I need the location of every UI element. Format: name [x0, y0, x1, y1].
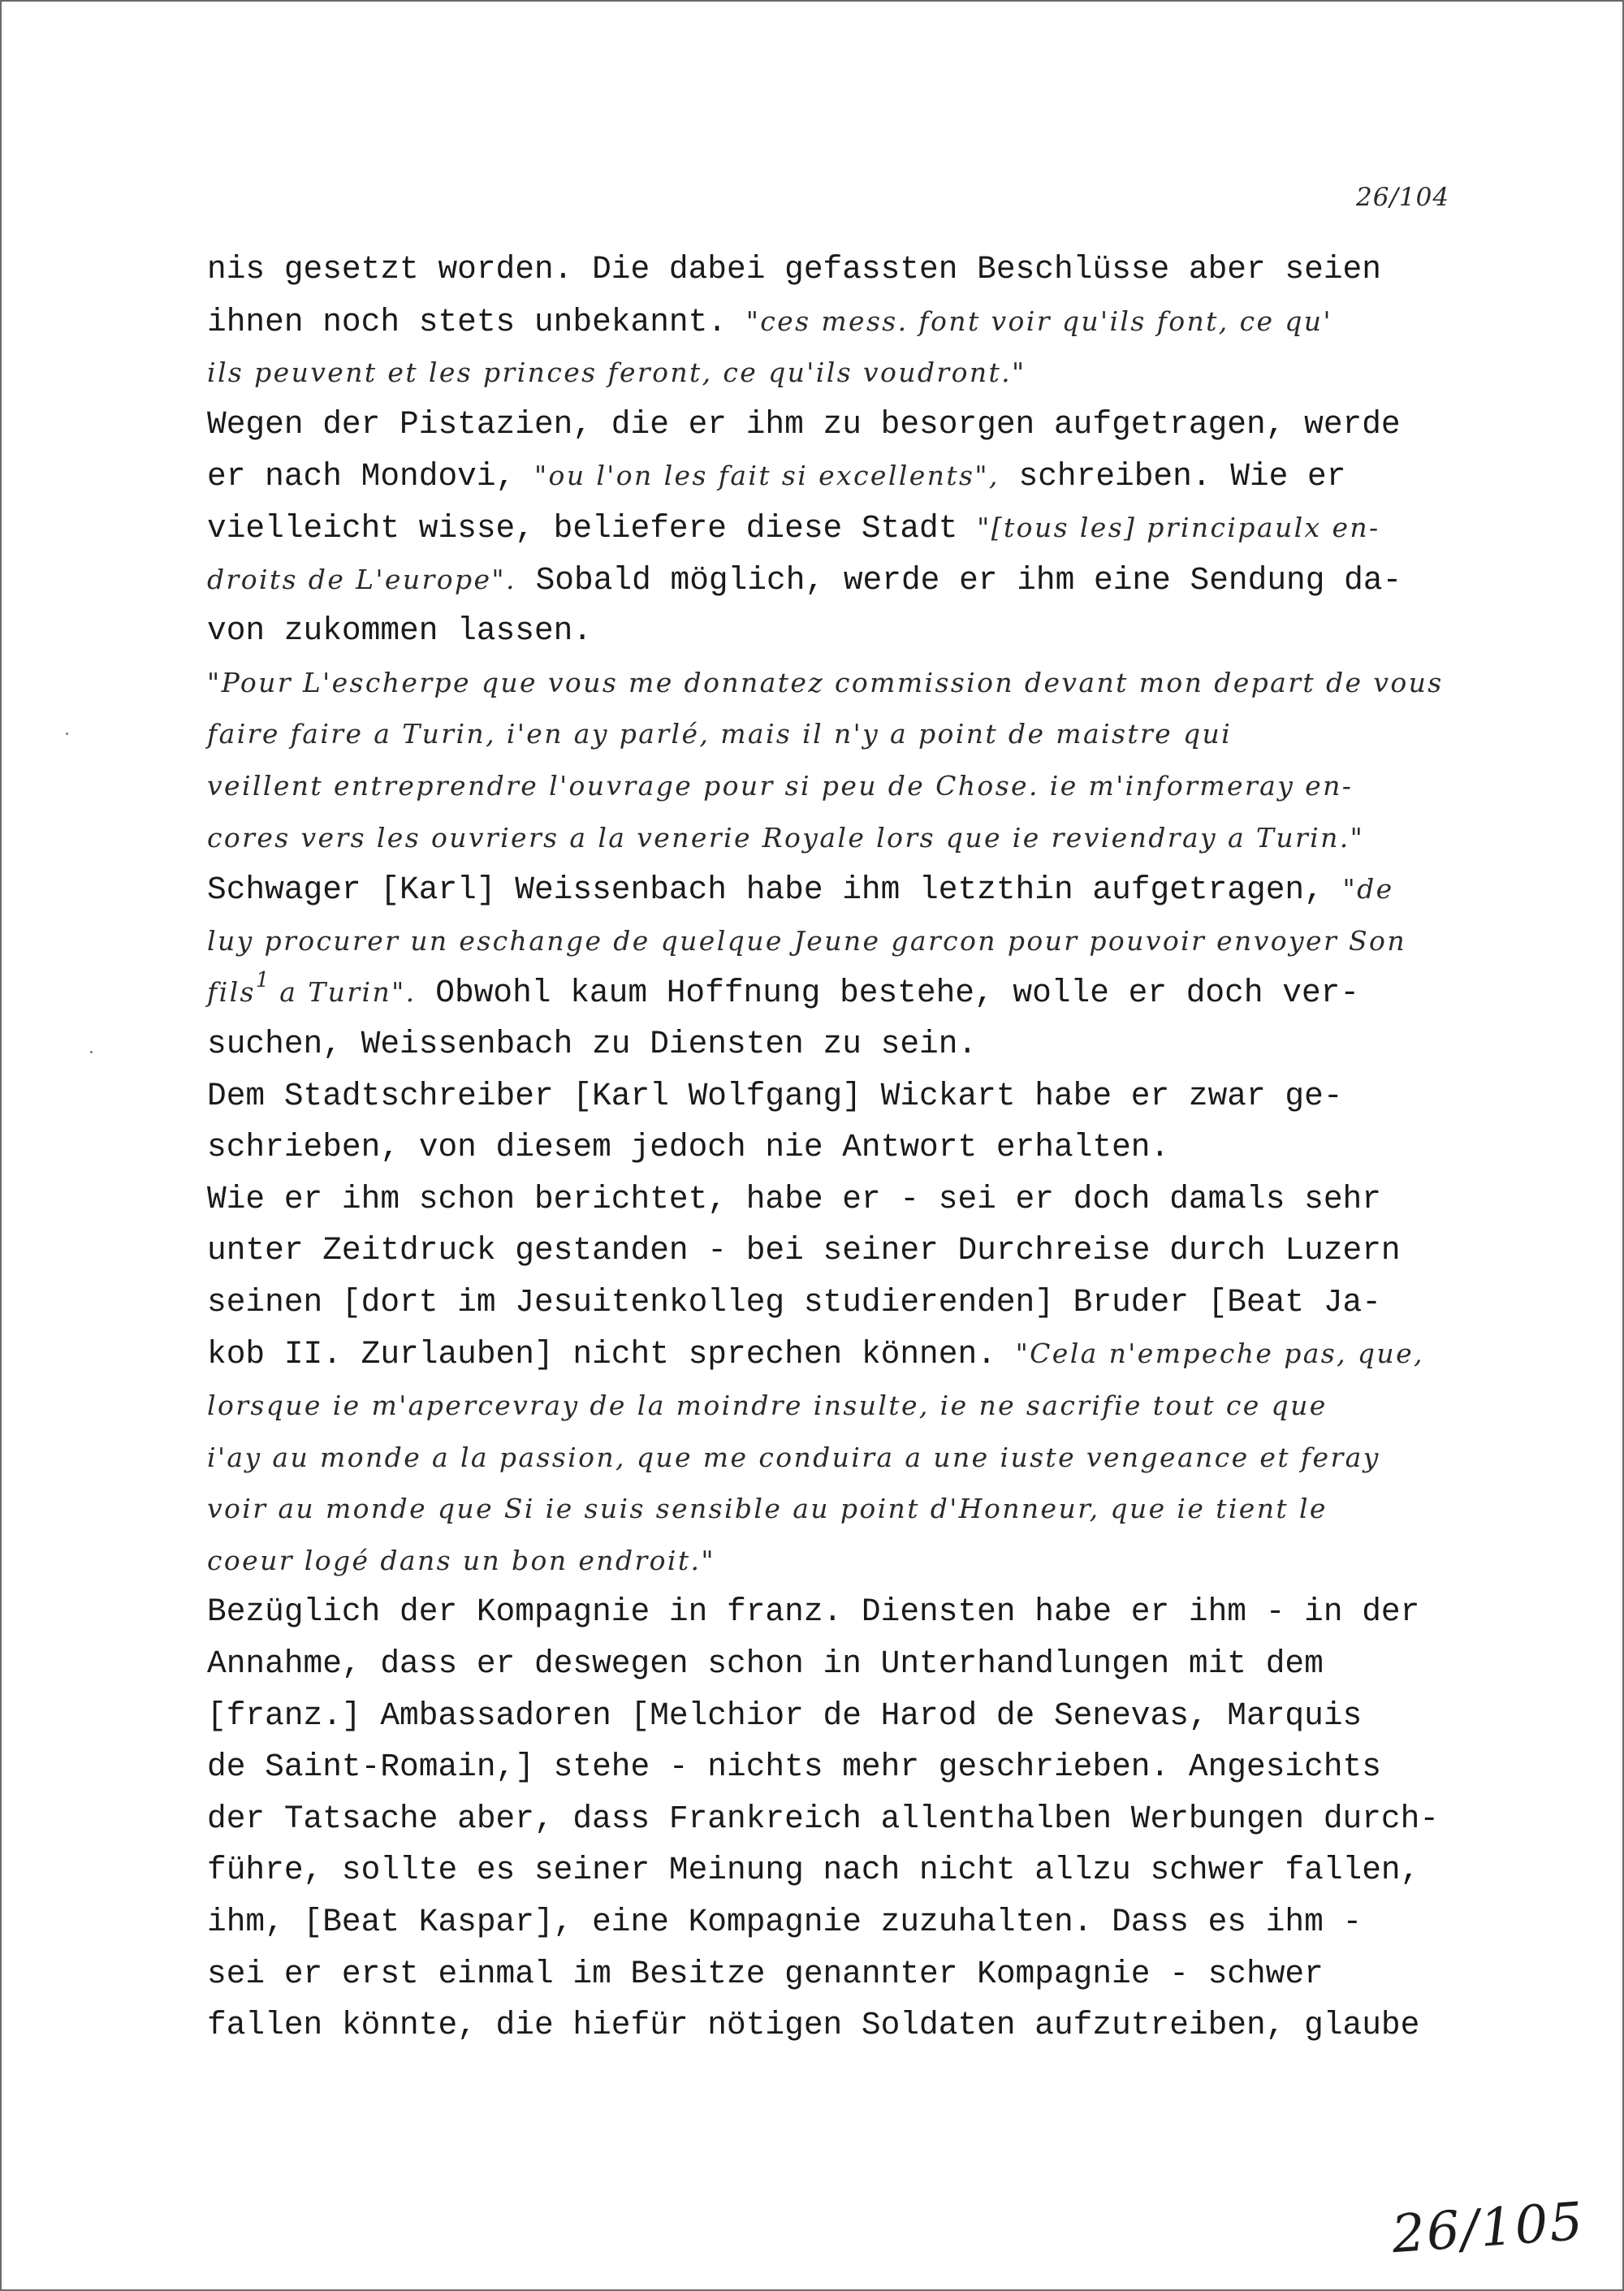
quoted-french-text: coeur logé dans un bon endroit.": [207, 1544, 716, 1576]
quoted-french-text: luy procurer un eschange de quelque Jeune garcon pour pouvoir envoyer Son: [207, 924, 1406, 957]
scan-speck: [90, 1051, 93, 1053]
quoted-french-text: "ou l'on les fait si excellents",: [533, 460, 1000, 492]
text-line: [207, 915, 1474, 967]
text-line: [207, 1277, 1474, 1329]
text-line: [207, 1174, 1474, 1225]
quoted-french-text: lorsque ie m'apercevray de la moindre insulte, ie ne sacrifie tout ce que: [207, 1390, 1328, 1422]
text-segment: Sobald möglich, werde er ihm eine Sendung da-: [516, 561, 1402, 599]
text-segment: führe, sollte es seiner Meinung nach nicht allzu schwer fallen,: [207, 1852, 1420, 1889]
quoted-french-text: i'ay au monde a la passion, que me conduira a une iuste vengeance et feray: [207, 1441, 1380, 1473]
quoted-french-text: "ces mess. font voir qu'ils font, ce qu': [745, 305, 1332, 337]
text-segment: unter Zeitdruck gestanden - bei seiner Durchreise durch Luzern: [207, 1232, 1401, 1269]
text-line: [207, 760, 1474, 812]
quoted-french-text: a Turin".: [269, 976, 417, 1009]
handwritten-page-number: 26/105: [1389, 2191, 1587, 2266]
text-segment: Bezüglich der Kompagnie in franz. Diensten habe er ihm - in der: [207, 1593, 1420, 1631]
text-line: [207, 605, 1474, 657]
text-line: [207, 1948, 1474, 2000]
text-segment: vielleicht wisse, beliefere diese Stadt: [207, 509, 978, 547]
text-segment: Dem Stadtschreiber [Karl Wolfgang] Wickart habe er zwar ge-: [207, 1077, 1343, 1114]
quoted-french-text: "de: [1342, 873, 1394, 906]
text-segment: de Saint-Romain,] stehe - nichts mehr geschrieben. Angesichts: [207, 1749, 1381, 1786]
quoted-french-text: droits de L'europe".: [207, 563, 516, 595]
text-line: [207, 1122, 1474, 1174]
text-line: [207, 347, 1474, 399]
page-number: 26/104: [1356, 183, 1450, 212]
text-segment: fallen könnte, die hiefür nötigen Soldaten aufzutreiben, glaube: [207, 2007, 1420, 2044]
quoted-french-text: ils peuvent et les princes feront, ce qu'ils voudront.": [207, 357, 1026, 389]
text-line: [207, 450, 1474, 502]
text-segment: kob II. Zurlauben] nicht sprechen können.: [207, 1336, 1016, 1373]
text-line: [207, 657, 1474, 709]
text-line: [207, 296, 1474, 348]
text-segment: nis gesetzt worden. Die dabei gefassten Beschlüsse aber seien: [207, 251, 1381, 287]
quoted-french-text: "[tous les] principaulx en-: [977, 511, 1380, 543]
text-line: [207, 1483, 1474, 1535]
text-line: [207, 1018, 1474, 1070]
quoted-french-text: "Pour L'escherpe que vous me donnatez commission devant mon depart de vous: [207, 666, 1444, 698]
quoted-french-text: veillent entreprendre l'ouvrage pour si peu de Chose. ie m'informeray en-: [207, 769, 1354, 802]
text-segment: sei er erst einmal im Besitze genannter Kompagnie - schwer: [207, 1955, 1324, 1992]
text-segment: der Tatsache aber, dass Frankreich allenthalben Werbungen durch-: [207, 1800, 1440, 1837]
text-line: [207, 554, 1474, 606]
text-segment: seinen [dort im Jesuitenkolleg studierenden] Bruder [Beat Ja-: [207, 1283, 1381, 1321]
text-line: [207, 1328, 1474, 1380]
text-line: [207, 863, 1474, 915]
quoted-french-text: fils: [207, 976, 256, 1009]
text-segment: Wegen der Pistazien, die er ihm zu besorgen aufgetragen, werde: [207, 405, 1401, 443]
text-line: [207, 244, 1474, 296]
quoted-french-text: "Cela n'empeche pas, que,: [1015, 1338, 1424, 1370]
text-line: [207, 1638, 1474, 1690]
text-segment: ihm, [Beat Kaspar], eine Kompagnie zuzuhalten. Dass es ihm -: [207, 1904, 1363, 1940]
text-line: [207, 1432, 1474, 1484]
text-segment: Obwohl kaum Hoffnung bestehe, wolle er doch ver-: [416, 975, 1360, 1012]
text-line: [207, 1380, 1474, 1432]
text-line: [207, 966, 1474, 1018]
quoted-french-text: faire faire a Turin, i'en ay parlé, mais il n'y a point de maistre qui: [207, 718, 1233, 750]
text-line: [207, 1741, 1474, 1793]
text-line: [207, 502, 1474, 554]
text-line: [207, 399, 1474, 451]
text-line: [207, 708, 1474, 760]
text-segment: schrieben, von diesem jedoch nie Antwort erhalten.: [207, 1129, 1170, 1166]
text-segment: Annahme, dass er deswegen schon in Unterhandlungen mit dem: [207, 1645, 1324, 1683]
quoted-french-text: voir au monde que Si ie suis sensible au point d'Honneur, que ie tient le: [207, 1493, 1328, 1525]
body-text: [207, 244, 1474, 2051]
text-line: [207, 1999, 1474, 2051]
text-segment: er nach Mondovi,: [207, 458, 534, 495]
text-line: [207, 1535, 1474, 1587]
text-line: [207, 1225, 1474, 1277]
text-segment: Schwager [Karl] Weissenbach habe ihm letzthin aufgetragen,: [207, 871, 1343, 909]
text-line: [207, 812, 1474, 864]
text-segment: [franz.] Ambassadoren [Melchior de Harod de Senevas, Marquis: [207, 1697, 1363, 1734]
quoted-french-text: cores vers les ouvriers a la venerie Royale lors que ie reviendray a Turin.": [207, 821, 1365, 854]
text-segment: von zukommen lassen.: [207, 612, 593, 650]
text-line: [207, 1586, 1474, 1638]
text-line: [207, 1793, 1474, 1845]
footnote-marker: 1: [255, 968, 270, 993]
text-line: [207, 1896, 1474, 1948]
text-segment: suchen, Weissenbach zu Diensten zu sein.: [207, 1025, 978, 1062]
scan-speck: [66, 733, 68, 735]
text-line: [207, 1690, 1474, 1742]
text-segment: Wie er ihm schon berichtet, habe er - sei er doch damals sehr: [207, 1180, 1381, 1217]
text-segment: ihnen noch stets unbekannt.: [207, 303, 746, 340]
text-line: [207, 1070, 1474, 1122]
text-segment: schreiben. Wie er: [999, 458, 1346, 495]
text-line: [207, 1844, 1474, 1896]
